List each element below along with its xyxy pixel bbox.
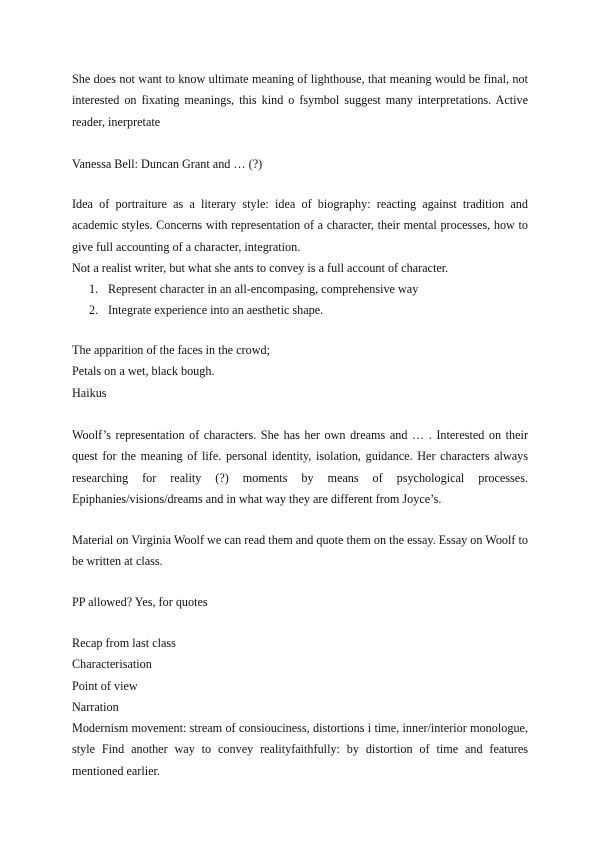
poem-line: Petals on a wet, black bough. bbox=[72, 364, 215, 379]
text-line: Modernism movement: stream of consiouciness, distortions i time, inner/interior monologue, bbox=[72, 721, 528, 735]
text-line: reader, inerpretate bbox=[72, 114, 161, 129]
paragraph-woolf-characters bbox=[72, 425, 528, 511]
poem-line: The apparition of the faces in the crowd; bbox=[72, 343, 270, 357]
text-line: interested on fixating meanings, this kind o fsymbol suggest many interpretations. Active bbox=[72, 93, 528, 108]
text-line: Material on Virginia Woolf we can read them and quote them on the essay. Essay on Woolf to bbox=[72, 533, 528, 547]
text-line: PP allowed? Yes, for quotes bbox=[72, 595, 208, 609]
list-item-text: Integrate experience into an aesthetic shape. bbox=[108, 303, 324, 318]
paragraph-lighthouse bbox=[72, 69, 528, 133]
paragraph-vanessa-bell bbox=[72, 154, 528, 175]
recap-line: Narration bbox=[72, 700, 119, 715]
list-item bbox=[72, 279, 528, 300]
text-line: give full accounting of a character, integration. bbox=[72, 239, 301, 254]
text-line: Not a realist writer, but what she ants to convey is a full account of character. bbox=[72, 261, 449, 276]
text-line: researching for reality (?) moments by means of psychological processes. bbox=[72, 470, 528, 485]
recap-block bbox=[72, 633, 528, 719]
poem-line: Haikus bbox=[72, 385, 107, 400]
recap-line: Point of view bbox=[72, 678, 138, 693]
text-line: academic styles. Concerns with representation of a character, their mental processes, how to bbox=[72, 218, 528, 233]
text-line: mentioned earlier. bbox=[72, 763, 160, 778]
text-line: Woolf’s representation of characters. She has her own dreams and … . Interested on their bbox=[72, 428, 528, 442]
list-item-text: Represent character in an all-encompasing, comprehensive way bbox=[108, 282, 419, 296]
recap-line: Recap from last class bbox=[72, 636, 176, 650]
paragraph-portraiture bbox=[72, 194, 528, 280]
numbered-list bbox=[72, 279, 528, 322]
text-line: Epiphanies/visions/dreams and in what way they are different from Joyce’s. bbox=[72, 492, 442, 507]
text-line: Idea of portraiture as a literary style: idea of biography: reacting against tradition and bbox=[72, 197, 528, 211]
paragraph-pp-allowed bbox=[72, 592, 528, 613]
list-number: 2. bbox=[89, 303, 99, 318]
paragraph-modernism bbox=[72, 718, 528, 782]
text-line: Vanessa Bell: Duncan Grant and … (?) bbox=[72, 157, 263, 171]
list-item bbox=[72, 300, 528, 321]
poem-block bbox=[72, 340, 528, 404]
text-line: She does not want to know ultimate meaning of lighthouse, that meaning would be final, not bbox=[72, 72, 528, 86]
text-line: quest for the meaning of life. personal identity, isolation, guidance. Her characters always bbox=[72, 449, 528, 464]
recap-line: Characterisation bbox=[72, 657, 152, 672]
paragraph-material bbox=[72, 530, 528, 573]
text-line: be written at class. bbox=[72, 554, 163, 569]
list-number: 1. bbox=[89, 282, 99, 296]
text-line: style Find another way to convey realityfaithfully: by distortion of time and features bbox=[72, 742, 528, 757]
